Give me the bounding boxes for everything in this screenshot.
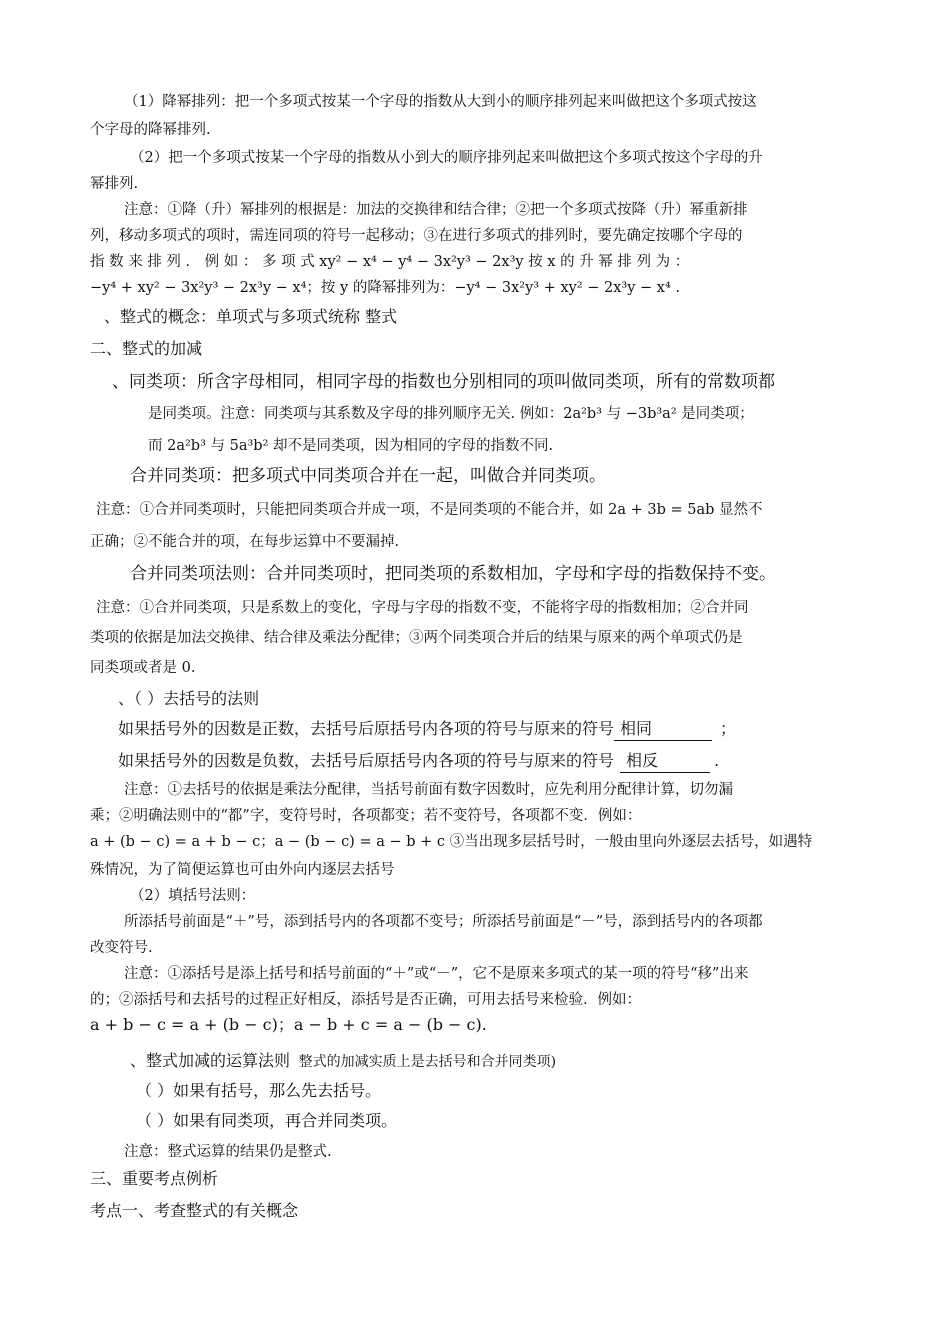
rule-text: 如果括号外的因数是正数，去括号后原括号内各项的符号与原来的符号 [118, 719, 615, 738]
rule-heading [130, 1050, 556, 1072]
text-line: 个字母的降幂排列. [90, 122, 211, 138]
text-line: 的；②添括号和去括号的过程正好相反，添括号是否正确，可用去括号来检验．例如： [90, 992, 641, 1008]
text-line: 合并同类项法则：合并同类项时，把同类项的系数相加，字母和字母的指数保持不变。 [130, 564, 776, 584]
text-line: （2）把一个多项式按某一个字母的指数从小到大的顺序排列起来叫做把这个多项式按这个字母的升 [130, 150, 763, 166]
rule-text: 如果括号外的因数是负数，去括号后原括号内各项的符号与原来的符号 [118, 751, 615, 770]
text-line: 注意：①添括号是添上括号和括号前面的“＋”或“－”，它不是原来多项式的某一项的符号“移”出来 [124, 966, 749, 982]
text-line: （ ）如果有同类项，再合并同类项。 [136, 1111, 398, 1130]
text-line: a + b − c = a + (b − c)；a − b + c = a − (b − c). [90, 1015, 487, 1034]
text-line: 同类项或者是 0. [90, 660, 196, 676]
answer-blank: 相反 [620, 750, 710, 773]
text-line: 合并同类项：把多项式中同类项合并在一起，叫做合并同类项。 [130, 466, 606, 486]
text-line: （2）填括号法则： [130, 888, 256, 904]
text-line: 而 2a²b³ 与 5a³b² 却不是同类项，因为相同的字母的指数不同. [148, 438, 554, 454]
text-line: 乘；②明确法则中的“都”字，变符号时，各项都变；若不变符号，各项都不变．例如： [90, 808, 642, 824]
section-heading: 二、整式的加减 [90, 339, 203, 358]
text-line: 注意：①降（升）幂排列的根据是：加法的交换律和结合律；②把一个多项式按降（升）幂重新排 [124, 202, 748, 218]
section-heading: 三、重要考点例析 [90, 1169, 219, 1188]
text-line: a + (b − c) = a + b − c；a − (b − c) = a − b + c ③当出现多层括号时，一般由里向外逐层去括号，如遇特 [90, 834, 813, 850]
rule-suffix: . [714, 751, 720, 770]
text-line: 幂排列. [90, 176, 139, 192]
rule-negative [118, 750, 719, 773]
section-heading: 、整式加减的运算法则 [130, 1051, 291, 1070]
text-line: 是同类项。注意：同类项与其系数及字母的排列顺序无关. 例如：2a²b³ 与 −3b³a² 是同类项； [148, 406, 754, 422]
text-line: 指 数 来 排 列 ． 例 如 ： 多 项 式 xy² − x⁴ − y⁴ − 3x²y³ − 2x³y 按 x 的 升 幂 排 列 为 ： [90, 254, 690, 270]
rule-suffix: ； [720, 719, 737, 738]
text-line: （ ）如果有括号，那么先去括号。 [136, 1081, 382, 1100]
note-text: 整式的加减实质上是去括号和合并同类项) [298, 1054, 557, 1070]
text-line: 类项的依据是加法交换律、结合律及乘法分配律；③两个同类项合并后的结果与原来的两个单项式仍是 [90, 630, 743, 646]
text-line: 正确；②不能合并的项，在每步运算中不要漏掉. [90, 534, 400, 550]
answer-blank: 相同 [614, 718, 712, 741]
text-line: （1）降幂排列：把一个多项式按某一个字母的指数从大到小的顺序排列起来叫做把这个多项式按这 [124, 94, 757, 110]
text-line: 殊情况，为了简便运算也可由外向内逐层去括号 [90, 862, 395, 878]
text-line: 、同类项：所含字母相同，相同字母的指数也分别相同的项叫做同类项，所有的常数项都 [112, 372, 775, 392]
section-heading: 、整式的概念：单项式与多项式统称 整式 [104, 307, 398, 326]
text-line: 注意：①去括号的依据是乘法分配律，当括号前面有数字因数时，应先利用分配律计算，切勿漏 [124, 782, 733, 798]
section-heading: 考点一、考查整式的有关概念 [90, 1201, 299, 1220]
text-line: 列，移动多项式的项时，需连同项的符号一起移动；③在进行多项式的排列时，要先确定按哪个字母的 [90, 228, 743, 244]
text-line: 所添括号前面是“＋”号，添到括号内的各项都不变号；所添括号前面是“－”号，添到括号内的各项都 [124, 914, 763, 930]
text-line: 注意：整式运算的结果仍是整式. [124, 1144, 332, 1160]
text-line: −y⁴ + xy² − 3x²y³ − 2x³y − x⁴；按 y 的降幂排列为：−y⁴ − 3x²y³ + xy² − 2x³y − x⁴ . [90, 280, 680, 296]
text-line: 注意：①合并同类项，只是系数上的变化，字母与字母的指数不变，不能将字母的指数相加；②合并同 [96, 600, 749, 616]
text-line: 改变符号. [90, 940, 153, 956]
section-heading: 、（ ）去括号的法则 [118, 689, 260, 708]
text-line: 注意：①合并同类项时，只能把同类项合并成一项，不是同类项的不能合并，如 2a + 3b = 5ab 显然不 [96, 502, 763, 518]
rule-positive [118, 718, 736, 741]
